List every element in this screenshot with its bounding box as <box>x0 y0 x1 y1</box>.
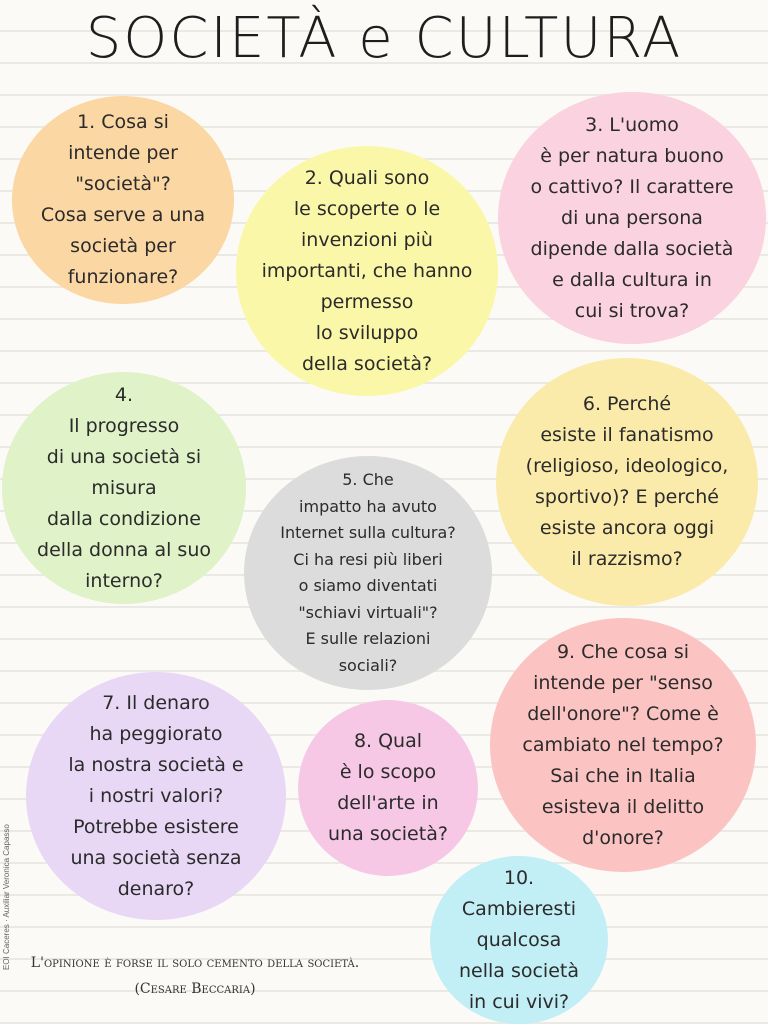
question-bubble-4 <box>2 372 246 604</box>
question-text-6: 6. Perché esiste il fanatismo (religioso, ideologico, sportivo)? E perché esiste ancora oggi il razzismo? <box>525 393 729 570</box>
author-credit: EOI Caceres · Auxiliar Veronica Capasso <box>2 824 11 970</box>
quote-author: (Cesare Beccaria) <box>134 981 256 997</box>
question-text-7: 7. Il denaro ha peggiorato la nostra società e i nostri valori? Potrebbe esistere una società senza denaro? <box>68 691 244 900</box>
question-text-9: 9. Che cosa si intende per "senso dell'onore"? Come è cambiato nel tempo? Sai che in Italia esisteva il delitto d'onore? <box>522 640 724 849</box>
question-bubble-9 <box>490 618 756 872</box>
question-text-1: 1. Cosa si intende per "società"? Cosa serve a una società per funzionare? <box>40 111 206 288</box>
question-bubble-6 <box>496 358 758 606</box>
question-bubble-3 <box>498 92 766 344</box>
question-text-8: 8. Qual è lo scopo dell'arte in una società? <box>328 730 448 845</box>
question-text-5: 5. Che impatto ha avuto Internet sulla cultura? Ci ha resi più liberi o siamo diventati "schiavi virtuali"? E sulle relazioni sociali? <box>280 470 456 675</box>
quote-text: L'opinione è forse il solo cemento della società. <box>30 955 360 971</box>
quote <box>30 950 360 1002</box>
question-text-3: 3. L'uomo è per natura buono o cattivo? Il carattere di una persona dipende dalla società e dalla cultura in cui si trova? <box>530 113 734 322</box>
question-bubble-1 <box>12 96 234 304</box>
poster-title: SOCIETÀ e CULTURA <box>85 6 683 71</box>
question-bubble-10 <box>430 856 608 1024</box>
question-bubble-7 <box>26 672 286 920</box>
question-text-2: 2. Quali sono le scoperte o le invenzioni più importanti, che hanno permesso lo sviluppo della società? <box>261 166 473 375</box>
question-bubble-8 <box>298 700 478 876</box>
question-text-4: 4. Il progresso di una società si misura dalla condizione della donna al suo interno? <box>37 383 211 592</box>
question-bubble-5 <box>244 456 492 690</box>
question-bubble-2 <box>236 146 498 396</box>
question-text-10: 10. Cambieresti qualcosa nella società in cui vivi? <box>458 866 579 1013</box>
